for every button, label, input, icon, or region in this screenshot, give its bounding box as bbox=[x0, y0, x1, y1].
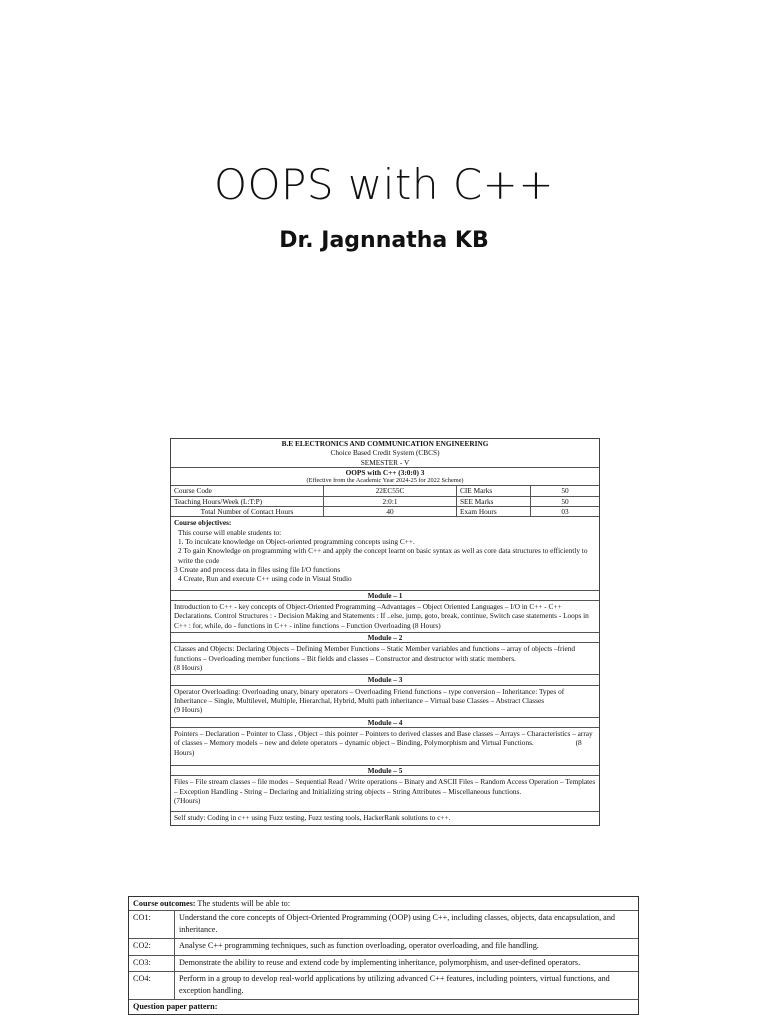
module-4-content bbox=[171, 728, 599, 766]
outcome-text: Demonstrate the ability to reuse and extend code by implementing inheritance, polymorphism, and user-defined operators. bbox=[179, 957, 581, 967]
info-value: 50 bbox=[561, 486, 569, 496]
info-label: Course Code bbox=[171, 486, 324, 495]
syllabus-header bbox=[171, 439, 599, 468]
module-3-content bbox=[171, 686, 599, 718]
module-4-title: Module – 4 bbox=[171, 718, 599, 728]
info-label: Total Number of Contact Hours bbox=[171, 507, 324, 516]
objectives-heading: Course objectives: bbox=[174, 518, 232, 528]
outcome-code: CO1: bbox=[129, 911, 175, 938]
info-label: Teaching Hours/Week (L:T:P) bbox=[171, 497, 324, 506]
program-name: B.E ELECTRONICS AND COMMUNICATION ENGINEERING bbox=[281, 439, 489, 448]
outcome-text: Perform in a group to develop real-world applications by utilizing advanced C++ features, including pointers, virtual functions, and exception handling. bbox=[179, 974, 610, 995]
course-objectives bbox=[171, 517, 599, 590]
objective-item: 4 Create, Run and execute C++ using code in Visual Studio bbox=[178, 574, 352, 584]
course-title-row bbox=[171, 468, 599, 486]
course-outcomes-table bbox=[128, 896, 639, 1015]
objectives-intro: This course will enable students to: bbox=[178, 527, 282, 537]
module-hours: (8 Hours) bbox=[412, 620, 441, 630]
outcomes-heading-label: Course outcomes: bbox=[133, 899, 196, 908]
outcome-code: CO2: bbox=[129, 939, 175, 954]
info-label: SEE Marks bbox=[457, 497, 531, 506]
info-row bbox=[171, 497, 599, 507]
module-hours: (7Hours) bbox=[174, 795, 201, 805]
info-row bbox=[171, 486, 599, 496]
outcome-row bbox=[129, 939, 638, 955]
info-value: 50 bbox=[561, 496, 569, 506]
module-1-content bbox=[171, 601, 599, 633]
author-name: Dr. Jagnnatha KB bbox=[279, 228, 489, 253]
outcome-row bbox=[129, 911, 638, 939]
outcomes-heading-text: The students will be able to: bbox=[195, 899, 290, 908]
effective-note: (Effective from the Academic Year 2024-25 for 2022 Scheme) bbox=[306, 477, 464, 485]
outcome-code: CO4: bbox=[129, 972, 175, 999]
module-hours: (8 Hours) bbox=[174, 738, 582, 757]
module-text: Operator Overloading: Overloading unary, binary operators – Overloading Friend functions – type conversion – Inheritance: Types of Inheritance – Single, Multilevel, Multiple, Hierarchal, Hybrid, Multi path inheritance – Virtual base Classes – Abstract Classes bbox=[174, 686, 565, 705]
syllabus-table bbox=[170, 438, 600, 826]
objective-item: 1. To inculcate knowledge on Object-oriented programming concepts using C++. bbox=[178, 537, 415, 546]
outcome-text: Analyse C++ programming techniques, such as function overloading, operator overloading, and file handling. bbox=[179, 941, 539, 951]
question-paper-pattern: Question paper pattern: bbox=[133, 1002, 218, 1012]
course-title: OOPS with C++ (3:0:0) 3 bbox=[345, 467, 425, 477]
module-text: Pointers – Declaration – Pointer to Class , Object – this pointer – Pointers to derived classes and Base classes – Arrays – Characteristics – array of classes – Memory models – new and delete operators – dynamic object – Binding, Polymorphism and Virtual Functions. bbox=[174, 728, 593, 748]
info-value: 22EC55C bbox=[324, 486, 457, 495]
outcome-code: CO3: bbox=[129, 956, 175, 971]
module-3-title: Module – 3 bbox=[171, 675, 599, 685]
module-2-title: Module – 2 bbox=[171, 633, 599, 643]
semester: SEMESTER - V bbox=[360, 457, 410, 467]
info-label: Exam Hours bbox=[457, 507, 531, 516]
page-title: OOPS with C++ bbox=[213, 160, 555, 209]
module-text: Classes and Objects: Declaring Objects – Defining Member Functions – Static Member variables and functions – array of objects –friend functions – Overloading member functions – Bit fields and classes – Constructor and destructor with static members. bbox=[174, 644, 576, 663]
module-hours: (8 Hours) bbox=[174, 662, 203, 672]
module-hours: (9 Hours) bbox=[174, 705, 203, 715]
module-text: Introduction to C++ - key concepts of Object-Oriented Programming –Advantages – Object Oriented Languages – I/O in C++ - C++ Declarations. Control Structures : - Decision Making and Statements : If ..else, jump, goto, break, continue, Switch case statements - Loops in C++ : for, while, do - functions in C++ - inline functions – Function Overloading bbox=[174, 601, 589, 630]
module-2-content bbox=[171, 643, 599, 675]
outcomes-heading bbox=[129, 897, 638, 911]
info-value: 03 bbox=[561, 507, 569, 517]
objective-item: 3 Create and process data in files using file I/O functions bbox=[174, 564, 341, 574]
info-value: 2:0:1 bbox=[324, 497, 457, 506]
outcome-row bbox=[129, 972, 638, 1000]
module-1-title: Module – 1 bbox=[171, 591, 599, 601]
module-5-title: Module – 5 bbox=[171, 766, 599, 776]
module-text: Files – File stream classes – file modes – Sequential Read / Write operations – Binary and ASCII Files – Random Access Operation – Templates – Exception Handling - String – Declaring and Initializing string objects – String Attributes – Miscellaneous functions. bbox=[174, 777, 596, 796]
info-value: 40 bbox=[324, 507, 457, 516]
module-5-content bbox=[171, 776, 599, 812]
outcome-row bbox=[129, 956, 638, 972]
info-label: CIE Marks bbox=[457, 486, 531, 495]
info-row bbox=[171, 507, 599, 517]
objective-item: 2 To gain Knowledge on programming with C++ and apply the concept learnt on basic syntax as well as core data structures to efficiently to write the code bbox=[178, 546, 588, 565]
self-study: Self study: Coding in c++ using Fuzz testing, Fuzz testing tools, HackerRank solutions to c++. bbox=[174, 813, 451, 823]
outcome-text: Understand the core concepts of Object-Oriented Programming (OOP) using C++, including classes, objects, data encapsulation, and inheritance. bbox=[179, 913, 616, 934]
credit-system: Choice Based Credit System (CBCS) bbox=[330, 448, 440, 458]
